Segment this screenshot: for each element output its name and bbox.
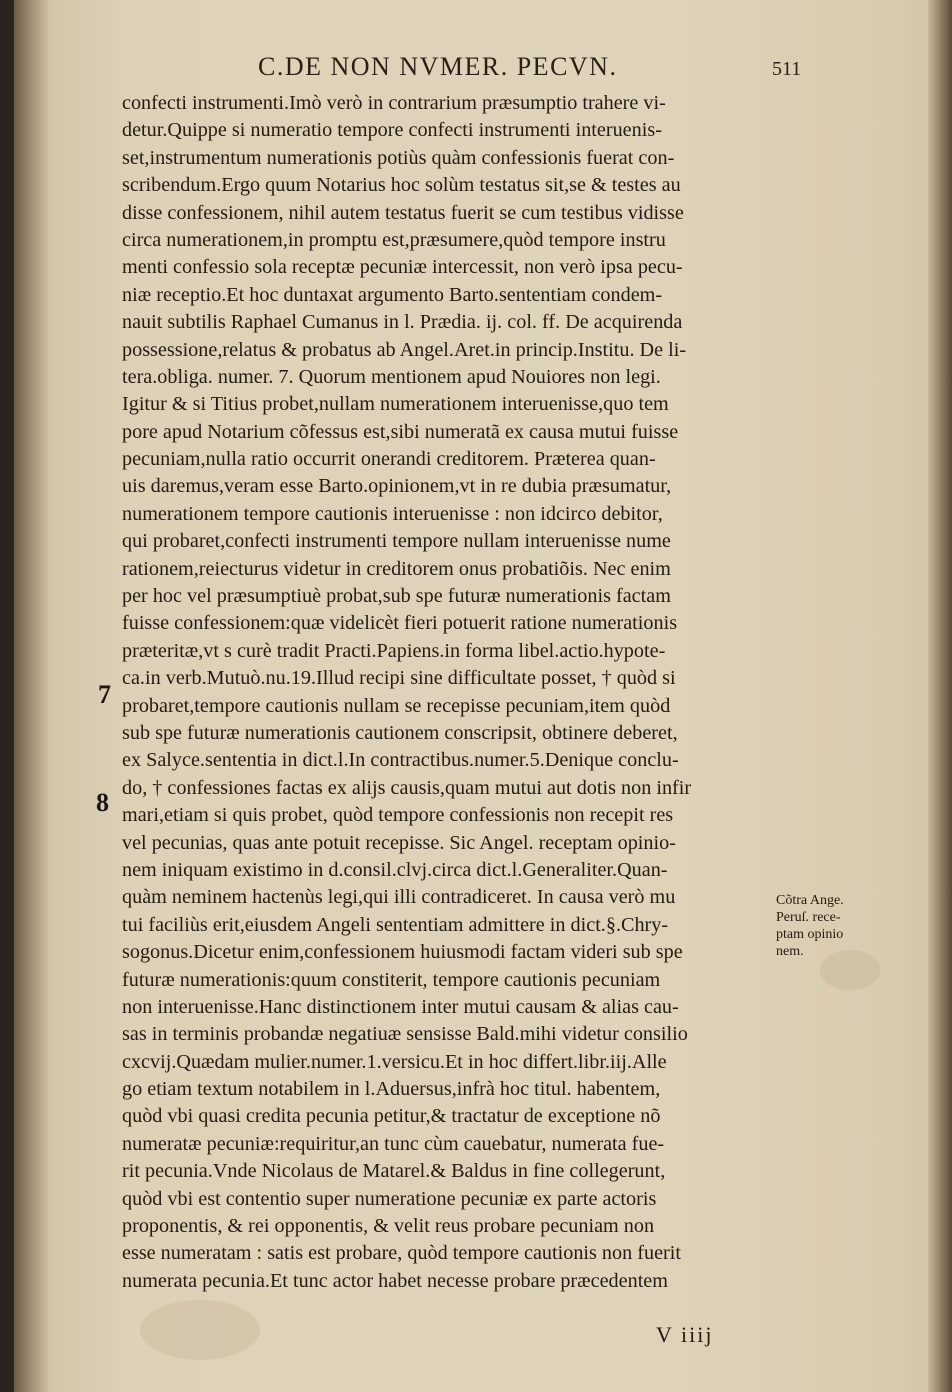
- text-line: circa numerationem,in promptu est,præsumere,quòd tempore instru: [122, 228, 666, 251]
- marginal-note-line: Peruſ. rece-: [776, 910, 841, 925]
- text-line: non interuenisse.Hanc distinctionem inter mutui causam & alias cau-: [122, 995, 679, 1018]
- text-line: rit pecunia.Vnde Nicolaus de Matarel.& Baldus in fine collegerunt,: [122, 1160, 666, 1183]
- text-line: probaret,tempore cautionis nullam se recepisse pecuniam,item quòd: [122, 694, 671, 717]
- text-line: confecti instrumenti.Imò verò in contrarium præsumptio trahere vi-: [122, 92, 666, 114]
- folio-number: 511: [772, 58, 802, 80]
- text-line: uis daremus,veram esse Barto.opinionem,vt in re dubia præsumatur,: [122, 475, 672, 498]
- text-line: qui probaret,confecti instrumenti tempore nullam interuenisse nume: [122, 530, 671, 553]
- text-line: quòd vbi quasi credita pecunia petitur,& tractatur de exceptione nõ: [122, 1105, 661, 1128]
- text-line: pore apud Notarium cõfessus est,sibi numeratã ex causa mutui fuisse: [122, 420, 679, 443]
- text-line: go etiam textum notabilem in l.Aduersus,infrà hoc titul. habentem,: [122, 1078, 661, 1101]
- text-line: sub spe futuræ numerationis cautionem conscripsit, obtinere deberet,: [122, 721, 678, 744]
- page-gutter: [14, 0, 48, 1392]
- text-line: tui faciliùs erit,eiusdem Angeli sententiam admittere in dict.§.Chry-: [122, 913, 669, 936]
- margin-number-7: 7: [98, 680, 111, 709]
- text-line: nem iniquam existimo in d.consil.clvj.circa dict.l.Generaliter.Quan-: [122, 858, 668, 881]
- text-line: per hoc vel præsumptiuè probat,sub spe futuræ numerationis factam: [122, 585, 671, 608]
- text-line: futuræ numerationis:quum constiterit, tempore cautionis pecuniam: [122, 968, 661, 991]
- text-line: cxcvij.Quædam mulier.numer.1.versicu.Et in hoc differt.libr.iij.Alle: [122, 1050, 667, 1073]
- marginal-note-line: ptam opinio: [776, 927, 844, 942]
- text-line: mari,etiam si quis probet, quòd tempore confessionis non recepit res: [122, 804, 674, 827]
- page-edge: [928, 0, 952, 1392]
- text-line: quàm neminem hactenùs legi,qui illi contradiceret. In causa verò mu: [122, 886, 676, 909]
- text-line: vel pecunias, quas ante potuit recepisse. Sic Angel. receptam opinio-: [122, 831, 676, 854]
- text-line: proponentis, & rei opponentis, & velit reus probare pecuniam non: [122, 1215, 655, 1238]
- body-text: [122, 90, 782, 1295]
- text-line: niæ receptio.Et hoc duntaxat argumento Barto.sententiam condem-: [122, 283, 663, 306]
- text-line: rationem,reiecturus videtur in creditorem onus probatiõis. Nec enim: [122, 557, 671, 580]
- running-head: C.DE NON NVMER. PECVN.: [258, 52, 618, 81]
- text-line: tera.obliga. numer. 7. Quorum mentionem apud Nouiores non legi.: [122, 365, 661, 388]
- text-line: ex Salyce.sententia in dict.l.In contractibus.numer.5.Denique conclu-: [122, 749, 679, 772]
- page-header: [0, 52, 952, 92]
- paper-stain: [140, 1300, 260, 1360]
- signature-mark: V iiij: [656, 1322, 714, 1347]
- marginal-note: [776, 892, 884, 960]
- text-line: possessione,relatus & probatus ab Angel.Aret.in princip.Institu. De li-: [122, 338, 687, 361]
- text-line: menti confessio sola receptæ pecuniæ intercessit, non verò ipsa pecu-: [122, 256, 683, 279]
- text-line: do, † confessiones factas ex alijs causis,quam mutui aut dotis non infir: [122, 776, 692, 799]
- marginal-note-line: Cõtra Ange.: [776, 893, 844, 908]
- text-line: detur.Quippe si numeratio tempore confecti instrumenti interuenis-: [122, 119, 662, 142]
- text-line: ca.in verb.Mutuò.nu.19.Illud recipi sine difficultate posset, † quòd si: [122, 667, 676, 690]
- text-line: set,instrumentum numerationis potiùs quàm confessionis fuerat con-: [122, 146, 675, 169]
- text-line: sas in terminis probandæ negatiuæ sensisse Bald.mihi videtur consilio: [122, 1023, 688, 1046]
- marginal-note-line: nem.: [776, 944, 804, 959]
- text-line: Igitur & si Titius probet,nullam numerationem interuenisse,quo tem: [122, 393, 669, 416]
- text-line: quòd vbi est contentio super numeratione pecuniæ ex parte actoris: [122, 1187, 657, 1210]
- text-line: pecuniam,nulla ratio occurrit onerandi creditorem. Præterea quan-: [122, 448, 656, 471]
- text-line: sogonus.Dicetur enim,confessionem huiusmodi factam videri sub spe: [122, 941, 683, 964]
- text-line: numeratæ pecuniæ:requiritur,an tunc cùm cauebatur, numerata fue-: [122, 1132, 665, 1155]
- text-line: scribendum.Ergo quum Notarius hoc solùm testatus sit,se & testes au: [122, 174, 681, 197]
- text-line: præteritæ,vt s curè tradit Practi.Papiens.in forma libel.actio.hypote-: [122, 639, 666, 662]
- text-line: disse confessionem, nihil autem testatus fuerit se cum testibus vidisse: [122, 201, 684, 224]
- text-line: numerata pecunia.Et tunc actor habet necesse probare præcedentem: [122, 1269, 668, 1292]
- text-line: nauit subtilis Raphael Cumanus in l. Prædia. ij. col. ff. De acquirenda: [122, 311, 683, 334]
- margin-number-8: 8: [96, 788, 109, 817]
- text-line: numerationem tempore cautionis interuenisse : non idcirco debitor,: [122, 502, 663, 525]
- text-line: fuisse confessionem:quæ videlicèt fieri potuerit ratione numerationis: [122, 612, 678, 635]
- text-line: esse numeratam : satis est probare, quòd tempore cautionis non fuerit: [122, 1242, 681, 1265]
